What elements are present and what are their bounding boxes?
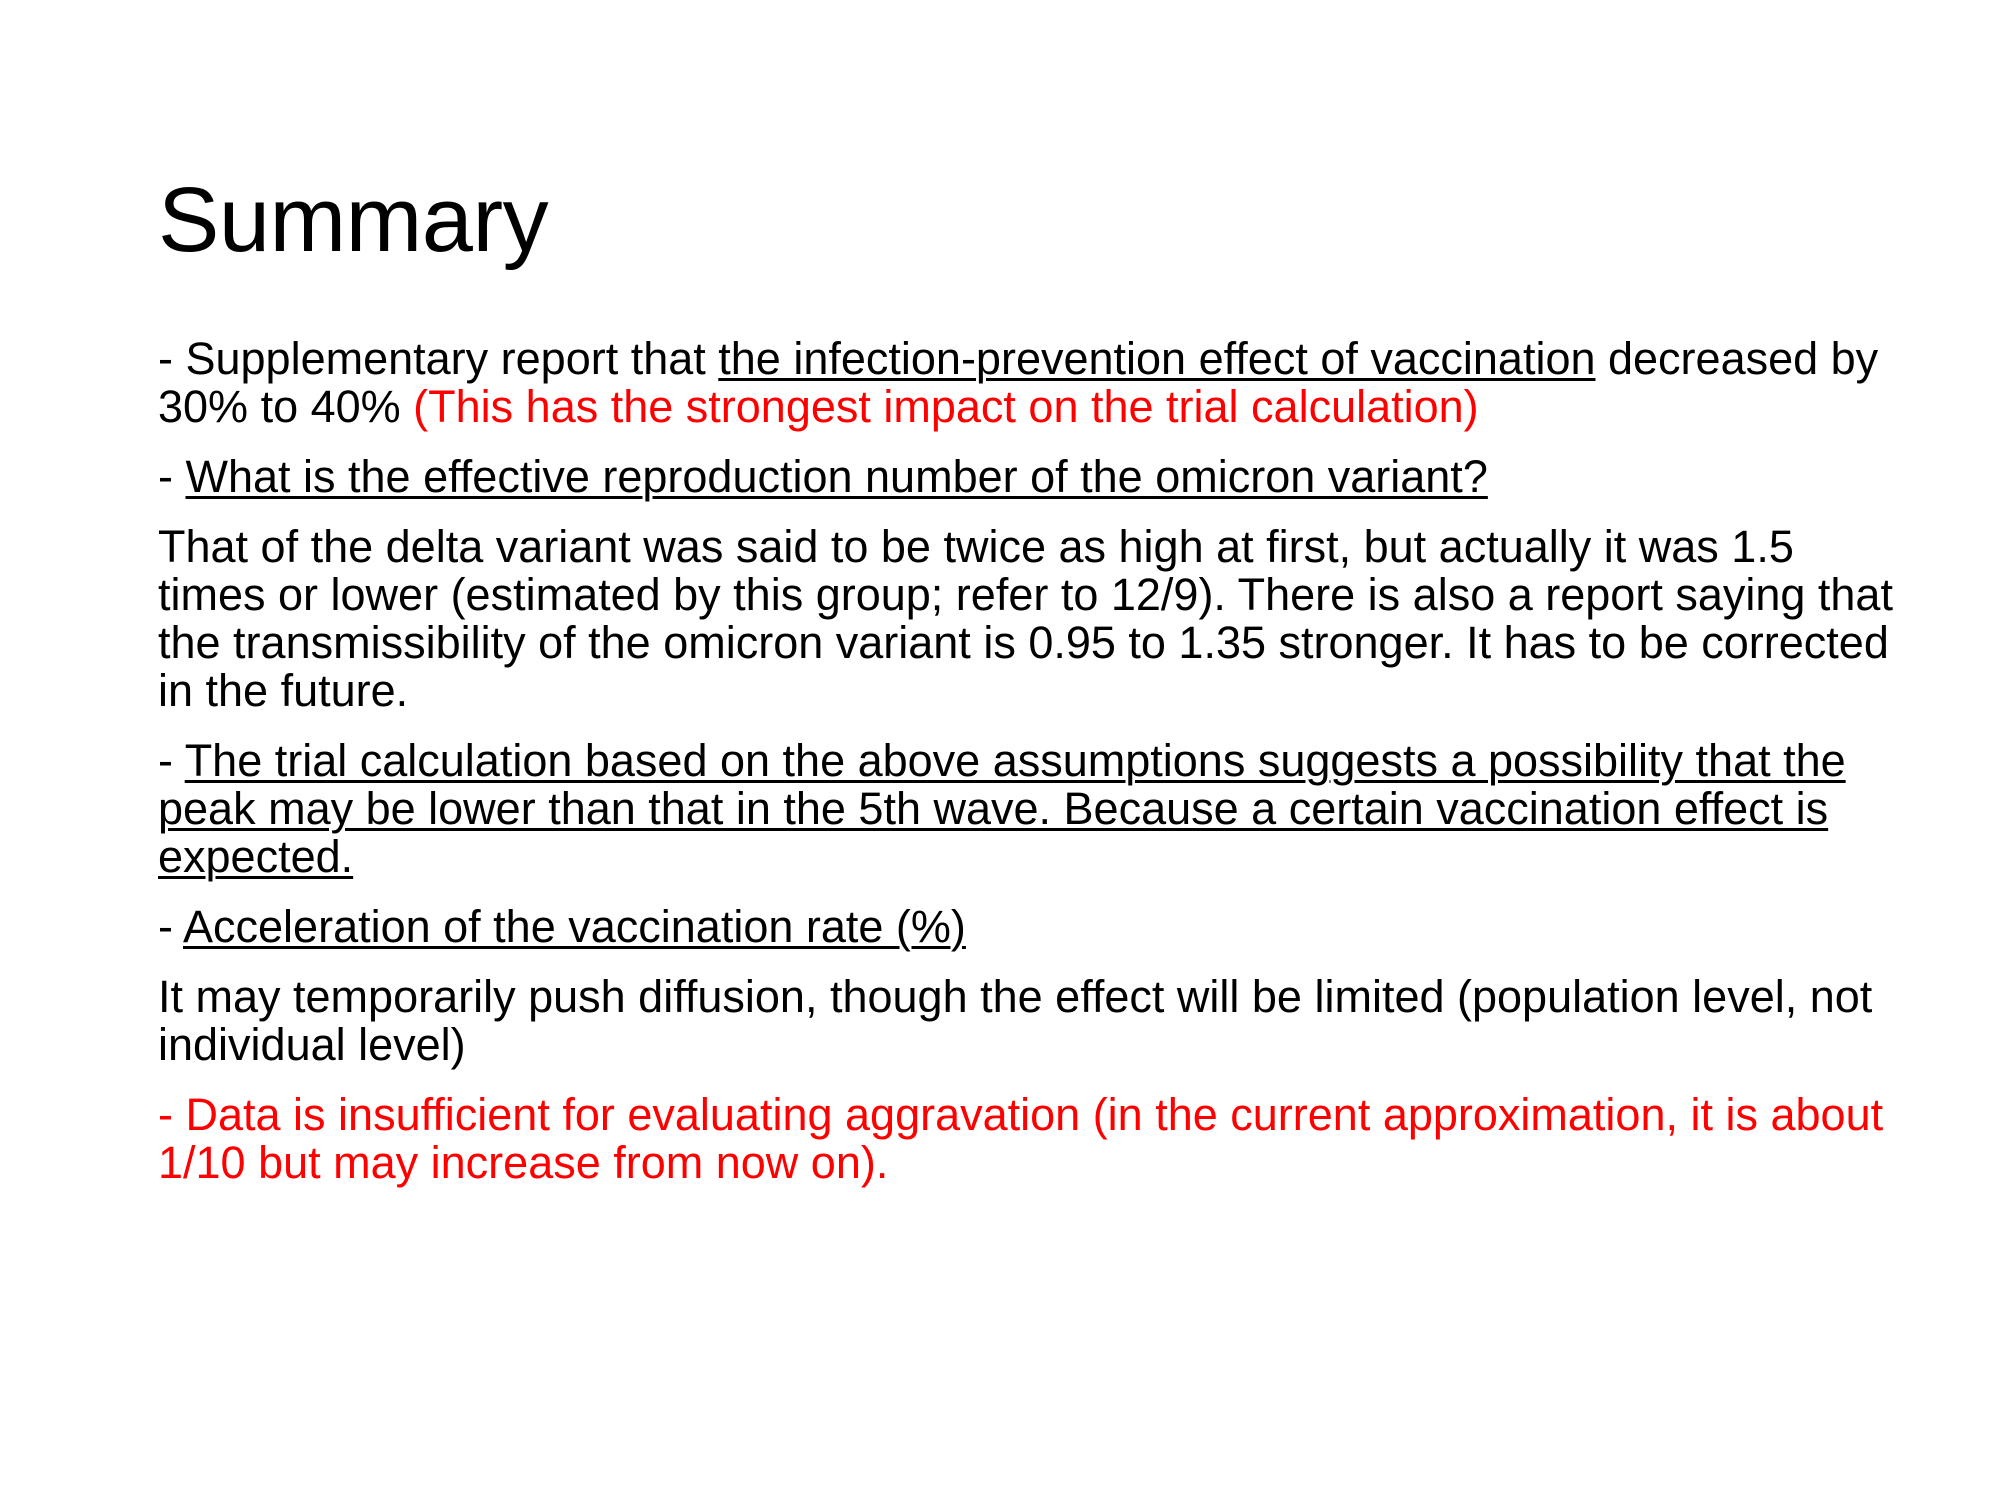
paragraph-prefix: - <box>158 451 186 502</box>
paragraph-suffix: decreased by 30% to 40% <box>158 333 1879 432</box>
paragraph-prefix: - <box>158 735 185 786</box>
paragraph-aggravation: - Data is insufficient for evaluating aggravation (in the current approximation, it is about 1/10 but may increase from now on). <box>158 1089 1884 1188</box>
paragraph-vaccination-rate <box>158 903 1903 951</box>
paragraph-diffusion: It may temporarily push diffusion, though the effect will be limited (population level, not individual level) <box>158 971 1873 1070</box>
underlined-text: What is the effective reproduction number of the omicron variant? <box>185 451 1488 502</box>
paragraph-delta-comparison: That of the delta variant was said to be twice as high at first, but actually it was 1.5 times or lower (estimated by this group; refer to 12/9). There is also a report saying that the transmissibility of the omicron variant is 0.95 to 1.35 stronger. It has to be corrected in the future. <box>158 521 1893 716</box>
underlined-text: The trial calculation based on the above assumptions suggests a possibility that the peak may be lower than that in the 5th wave. Because a certain vaccination effect is expected. <box>158 735 1846 882</box>
underlined-text: the infection-prevention effect of vaccination <box>718 333 1596 384</box>
paragraph-vaccination-effect <box>158 335 1903 431</box>
paragraph-prefix: - Supplementary report that <box>158 333 719 384</box>
paragraph-trial-calculation <box>158 737 1903 881</box>
slide-title: Summary <box>158 169 549 271</box>
paragraph-prefix: - <box>158 901 184 952</box>
paragraph-reproduction-question <box>158 453 1903 501</box>
highlight-text: (This has the strongest impact on the trial calculation) <box>413 381 1479 432</box>
underlined-text: Acceleration of the vaccination rate (%) <box>183 901 966 952</box>
slide-body <box>158 335 1903 1209</box>
